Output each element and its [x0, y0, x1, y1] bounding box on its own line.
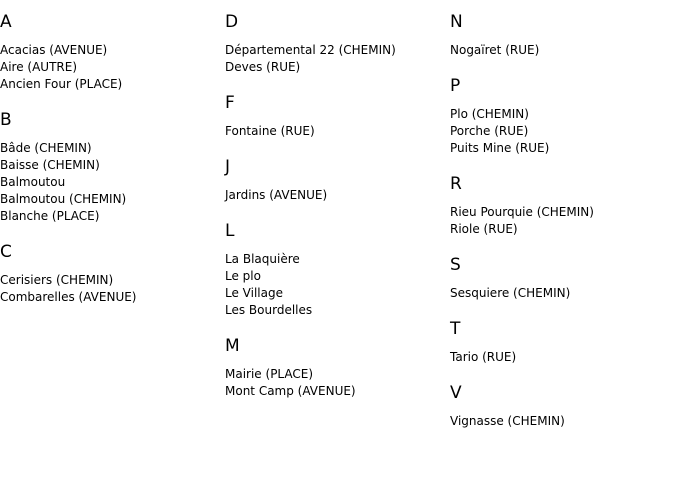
street-link[interactable]: Acacias (AVENUE): [0, 43, 108, 57]
street-link[interactable]: Départemental 22 (CHEMIN): [225, 43, 396, 57]
letter-group-f: [225, 93, 445, 140]
letter-group-b: [0, 110, 220, 225]
street-list: [450, 42, 670, 59]
street-link[interactable]: Mont Camp (AVENUE): [225, 384, 356, 398]
letter-group-a: [0, 12, 220, 93]
street-link[interactable]: Riole (RUE): [450, 222, 518, 236]
street-list: [450, 204, 670, 238]
street-list-item: [225, 187, 445, 204]
index-column-2: [225, 12, 445, 417]
street-list: [450, 106, 670, 157]
letter-heading: T: [450, 319, 461, 339]
street-list-item: [0, 157, 220, 174]
street-list-item: [225, 383, 445, 400]
street-list-item: [0, 59, 220, 76]
letter-heading: L: [225, 221, 235, 241]
index-column-1: [0, 12, 220, 323]
letter-group-t: [450, 319, 670, 366]
street-list-item: [225, 123, 445, 140]
street-list: [450, 285, 670, 302]
letter-heading: F: [225, 93, 235, 113]
street-link[interactable]: Jardins (AVENUE): [225, 188, 328, 202]
letter-heading: D: [225, 12, 239, 32]
street-link[interactable]: Porche (RUE): [450, 124, 529, 138]
street-link[interactable]: Bâde (CHEMIN): [0, 141, 92, 155]
street-list-item: [225, 285, 445, 302]
letter-heading: P: [450, 76, 461, 96]
street-link[interactable]: La Blaquière: [225, 252, 300, 266]
street-link[interactable]: Tario (RUE): [450, 350, 517, 364]
street-list-item: [0, 289, 220, 306]
street-list-item: [450, 106, 670, 123]
street-link[interactable]: Deves (RUE): [225, 60, 301, 74]
street-list-item: [225, 59, 445, 76]
street-list: [0, 140, 220, 225]
street-list: [450, 349, 670, 366]
letter-heading: M: [225, 336, 240, 356]
letter-group-s: [450, 255, 670, 302]
street-link[interactable]: Mairie (PLACE): [225, 367, 314, 381]
street-list-item: [450, 204, 670, 221]
street-list-item: [0, 140, 220, 157]
letter-group-v: [450, 383, 670, 430]
street-link[interactable]: Nogaïret (RUE): [450, 43, 540, 57]
street-list: [225, 187, 445, 204]
letter-heading: B: [0, 110, 12, 130]
street-list-item: [450, 140, 670, 157]
letter-group-n: [450, 12, 670, 59]
street-link[interactable]: Le Village: [225, 286, 283, 300]
street-link[interactable]: Combarelles (AVENUE): [0, 290, 137, 304]
street-list-item: [450, 349, 670, 366]
letter-heading: R: [450, 174, 462, 194]
street-list: [225, 366, 445, 400]
letter-group-r: [450, 174, 670, 238]
street-list: [225, 251, 445, 319]
street-link[interactable]: Puits Mine (RUE): [450, 141, 550, 155]
letter-heading: N: [450, 12, 463, 32]
letter-group-c: [0, 242, 220, 306]
street-list-item: [450, 221, 670, 238]
street-link[interactable]: Balmoutou (CHEMIN): [0, 192, 127, 206]
street-link[interactable]: Aire (AUTRE): [0, 60, 78, 74]
street-link[interactable]: Cerisiers (CHEMIN): [0, 273, 114, 287]
street-link[interactable]: Sesquiere (CHEMIN): [450, 286, 571, 300]
letter-heading: C: [0, 242, 12, 262]
street-link[interactable]: Vignasse (CHEMIN): [450, 414, 565, 428]
street-link[interactable]: Le plo: [225, 269, 261, 283]
street-link[interactable]: Blanche (PLACE): [0, 209, 100, 223]
letter-group-m: [225, 336, 445, 400]
street-list-item: [0, 272, 220, 289]
street-link[interactable]: Fontaine (RUE): [225, 124, 315, 138]
street-list-item: [225, 366, 445, 383]
street-list: [225, 42, 445, 76]
street-list-item: [0, 42, 220, 59]
letter-heading: S: [450, 255, 461, 275]
street-list-item: [225, 251, 445, 268]
street-list-item: [450, 285, 670, 302]
letter-heading: A: [0, 12, 12, 32]
street-link[interactable]: Ancien Four (PLACE): [0, 77, 123, 91]
street-link[interactable]: Les Bourdelles: [225, 303, 313, 317]
index-column-3: [450, 12, 670, 447]
letter-group-j: [225, 157, 445, 204]
street-list-item: [0, 191, 220, 208]
street-list-item: [0, 208, 220, 225]
street-list-item: [450, 42, 670, 59]
street-list-item: [450, 123, 670, 140]
letter-heading: V: [450, 383, 462, 403]
street-list-item: [225, 42, 445, 59]
street-link[interactable]: Rieu Pourquie (CHEMIN): [450, 205, 594, 219]
street-list: [450, 413, 670, 430]
street-list: [0, 272, 220, 306]
street-list: [0, 42, 220, 93]
street-list-item: [450, 413, 670, 430]
street-link[interactable]: Baisse (CHEMIN): [0, 158, 100, 172]
street-link[interactable]: Balmoutou: [0, 175, 66, 189]
street-list-item: [0, 76, 220, 93]
street-link[interactable]: Plo (CHEMIN): [450, 107, 529, 121]
street-list-item: [0, 174, 220, 191]
street-list-item: [225, 268, 445, 285]
letter-heading: J: [225, 157, 231, 177]
street-list-item: [225, 302, 445, 319]
street-list: [225, 123, 445, 140]
letter-group-p: [450, 76, 670, 157]
letter-group-d: [225, 12, 445, 76]
letter-group-l: [225, 221, 445, 319]
